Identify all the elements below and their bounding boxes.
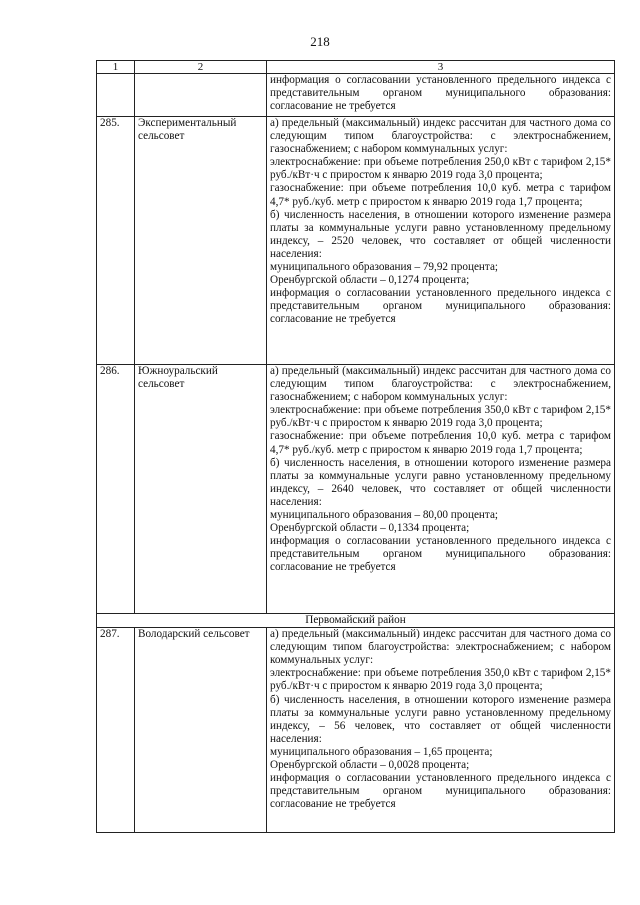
- text-line: б) численность населения, в отношении которого изменение размера платы за коммунальные услуги равно установленному предельному индексу, – 2520 человек, что составляет от общей численности населения:: [270, 208, 611, 260]
- text-line: муниципального образования – 79,92 процента;: [270, 261, 499, 274]
- settlement-name: Южноуральский сельсовет: [135, 365, 267, 614]
- text-line: Оренбургской области – 0,1334 процента;: [270, 522, 470, 535]
- text-line: информация о согласовании установленного предельного индекса с представительным органом муниципального образования: согласование не требуется: [270, 772, 611, 811]
- index-details-cell: [267, 628, 615, 833]
- text-line: информация о согласовании установленного предельного индекса с представительным органом муниципального образования: согласование не требуется: [270, 535, 611, 574]
- text-line: электроснабжение: при объеме потребления 250,0 кВт с тарифом 2,15* руб./кВт·ч с приростом к январю 2019 года 3,0 процента;: [270, 156, 611, 182]
- text-line: электроснабжение: при объеме потребления 350,0 кВт с тарифом 2,15* руб./кВт·ч с приростом к январю 2019 года 3,0 процента;: [270, 404, 611, 430]
- row-number: 287.: [97, 628, 135, 833]
- table-row: [97, 365, 615, 614]
- settlement-name: Володарский сельсовет: [135, 628, 267, 833]
- settlement-name: Экспериментальный сельсовет: [135, 117, 267, 365]
- text-line: информация о согласовании установленного предельного индекса с представительным органом муниципального образования: согласование не требуется: [270, 74, 611, 113]
- row-number: 286.: [97, 365, 135, 614]
- text-line: Оренбургской области – 0,0028 процента;: [270, 759, 470, 772]
- text-line: электроснабжение: при объеме потребления 350,0 кВт с тарифом 2,15* руб./кВт·ч с приростом к январю 2019 года 3,0 процента;: [270, 667, 611, 693]
- text-line: а) предельный (максимальный) индекс рассчитан для частного дома со следующим типом благоустройства: с электроснабжением, газоснабжением; с набором коммунальных услуг:: [270, 365, 611, 404]
- continuation-cell: [267, 74, 615, 117]
- column-header-2: 2: [135, 61, 267, 74]
- row-number: 285.: [97, 117, 135, 365]
- text-line: газоснабжение: при объеме потребления 10,0 куб. метра с тарифом 4,7* руб./куб. метр с приростом к январю 2019 года 1,7 процента;: [270, 430, 611, 456]
- text-line: б) численность населения, в отношении которого изменение размера платы за коммунальные услуги равно установленному предельному индексу, – 2640 человек, что составляет от общей численности населения:: [270, 456, 611, 508]
- text-line: информация о согласовании установленного предельного индекса с представительным органом муниципального образования: согласование не требуется: [270, 287, 611, 326]
- column-header-1: 1: [97, 61, 135, 74]
- district-heading: Первомайский район: [97, 614, 615, 628]
- table-row: [97, 628, 615, 833]
- continuation-row: [97, 74, 615, 117]
- column-header-3: 3: [267, 61, 615, 74]
- text-line: газоснабжение: при объеме потребления 10,0 куб. метра с тарифом 4,7* руб./куб. метр с приростом к январю 2019 года 1,7 процента;: [270, 182, 611, 208]
- text-line: муниципального образования – 1,65 процента;: [270, 745, 493, 758]
- text-line: муниципального образования – 80,00 процента;: [270, 509, 499, 522]
- page-number: 218: [310, 34, 330, 49]
- text-line: а) предельный (максимальный) индекс рассчитан для частного дома со следующим типом благоустройства: с электроснабжением, газоснабжением; с набором коммунальных услуг:: [270, 117, 611, 156]
- table-row: [97, 117, 615, 365]
- text-line: а) предельный (максимальный) индекс рассчитан для частного дома со следующим типом благоустройства: электроснабжением; с набором коммунальных услуг:: [270, 628, 611, 667]
- index-details-cell: [267, 365, 615, 614]
- text-line: Оренбургской области – 0,1274 процента;: [270, 274, 470, 287]
- tariff-index-table: [96, 60, 615, 833]
- district-row: [97, 614, 615, 628]
- text-line: б) численность населения, в отношении которого изменение размера платы за коммунальные услуги равно установленному предельному индексу, – 56 человек, что составляет от общей численности населения:: [270, 693, 611, 745]
- index-details-cell: [267, 117, 615, 365]
- column-header-row: [97, 61, 615, 74]
